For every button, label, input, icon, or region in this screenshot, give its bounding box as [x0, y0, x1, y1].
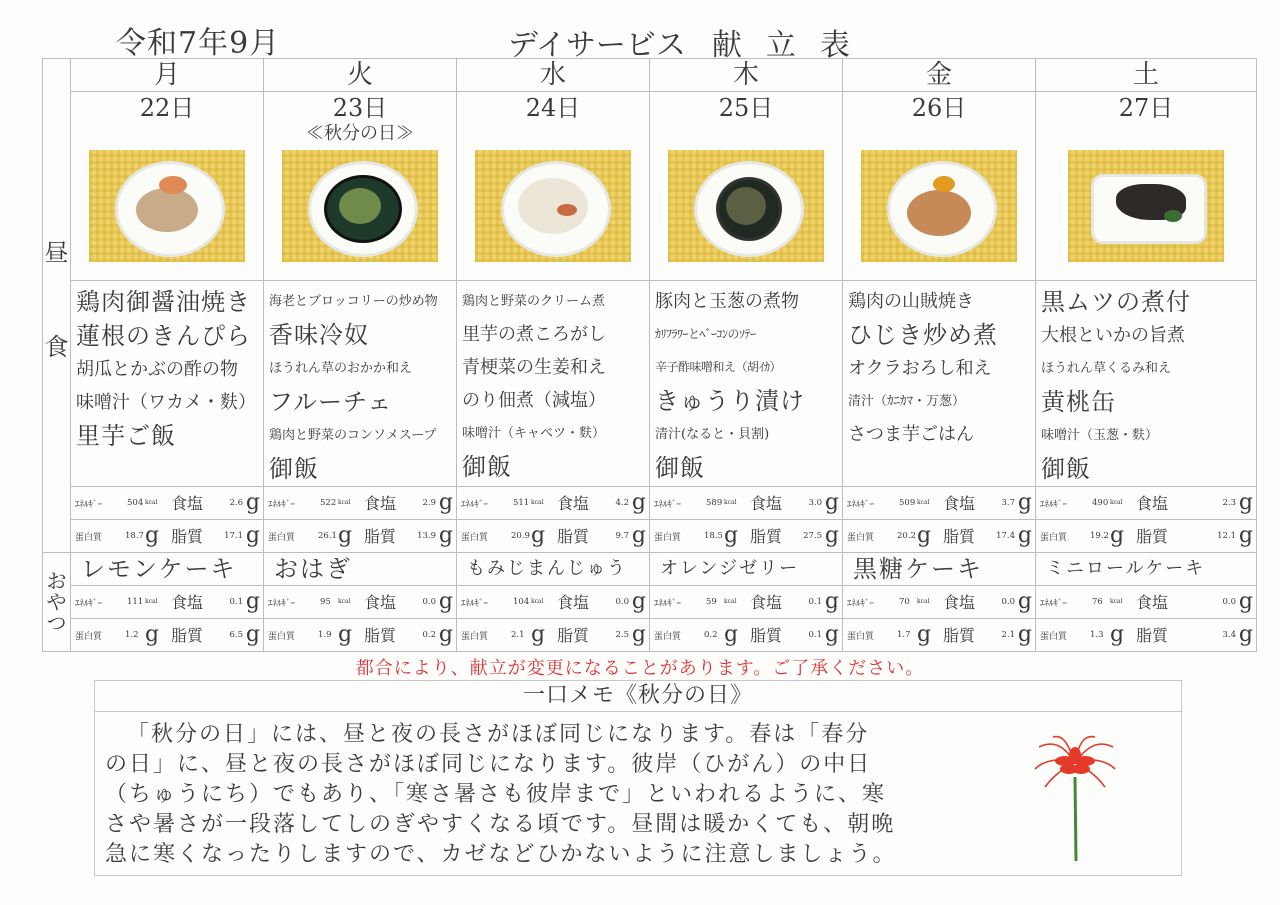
- salt-value: 0.1: [808, 597, 822, 607]
- fat-label: 脂質: [750, 626, 783, 645]
- menu-item: フルーチェ: [269, 388, 393, 416]
- menu-item: 清汁(なると・貝割): [655, 427, 770, 442]
- memo-line: （ちゅうにち）でもあり、「寒さ暑さも彼岸まで」といわれるように、寒: [105, 782, 887, 807]
- lunch-menu-cell: [843, 281, 1036, 487]
- salt-label: 食塩: [750, 593, 783, 612]
- kcal-unit: kcal: [724, 499, 737, 506]
- energy-value: 111: [127, 597, 144, 607]
- snack-name: ミニロールケーキ: [1036, 553, 1257, 586]
- dish-garnish: [557, 204, 577, 216]
- menu-item: 鶏肉の山賊焼き: [848, 291, 974, 312]
- date-label: 25日: [718, 94, 774, 122]
- protein-value: 20.2: [897, 531, 916, 541]
- fat-label: 脂質: [750, 527, 783, 546]
- protein-label: 蛋白質: [1040, 533, 1068, 543]
- kcal-unit: kcal: [531, 598, 544, 605]
- fat-unit: g: [1017, 523, 1032, 548]
- title-menu: 献立表: [711, 28, 874, 63]
- salt-unit: g: [245, 490, 260, 515]
- dish-garnish: [726, 187, 766, 225]
- menu-item: 御飯: [1041, 455, 1091, 483]
- protein-value: 2.1: [511, 630, 525, 640]
- salt-label: 食塩: [364, 593, 397, 612]
- fat-unit: g: [438, 622, 453, 647]
- title-service: デイサービス: [508, 28, 686, 63]
- lunch-photo-cell: [843, 92, 1036, 281]
- menu-item: オクラおろし和え: [848, 358, 992, 379]
- fat-unit: g: [438, 523, 453, 548]
- snack-name: もみじまんじゅう: [457, 553, 650, 586]
- fat-value: 2.5: [615, 630, 629, 640]
- snack-name: オレンジゼリー: [650, 553, 843, 586]
- day-of-week: 木: [650, 59, 843, 92]
- salt-unit: g: [1238, 490, 1253, 515]
- dish-food: [136, 188, 198, 232]
- snack-nutrition-row-2: [843, 618, 1035, 651]
- nutrition-row-2: [264, 519, 456, 552]
- fat-value: 6.5: [229, 630, 243, 640]
- fat-value: 0.1: [808, 630, 822, 640]
- menu-item: きゅうり漬け: [655, 387, 805, 415]
- salt-label: 食塩: [557, 494, 590, 513]
- nutrition-row-2: [650, 519, 842, 552]
- snack-label-2: や: [46, 589, 67, 614]
- day-of-week: 金: [843, 59, 1036, 92]
- fat-unit: g: [631, 622, 646, 647]
- energy-label: ｴﾈﾙｷﾞｰ: [75, 599, 103, 609]
- protein-label: 蛋白質: [268, 533, 296, 543]
- protein-label: 蛋白質: [847, 632, 875, 642]
- menu-item: 蓮根のきんぴら: [76, 322, 251, 350]
- snack-nutrition-row-2: [264, 618, 456, 651]
- snack-nutrition-row-1: [71, 586, 263, 618]
- fat-unit: g: [1238, 523, 1253, 548]
- protein-label: 蛋白質: [75, 632, 103, 642]
- nutrition-row-2: [71, 519, 263, 552]
- snack-name: おはぎ: [264, 553, 457, 586]
- menu-item: 黄桃缶: [1041, 388, 1116, 416]
- energy-label: ｴﾈﾙｷﾞｰ: [268, 599, 296, 609]
- kcal-unit: kcal: [338, 499, 351, 506]
- memo-box: [94, 680, 1182, 876]
- lunch-menu-cell: [71, 281, 264, 487]
- menu-item: ｶﾘﾌﾗﾜｰとﾍﾞｰｺﾝのｿﾃｰ: [655, 327, 756, 341]
- menu-item: 清汁（ｶﾆｶﾏ・万葱）: [848, 394, 966, 409]
- snack-label-1: お: [46, 568, 67, 593]
- protein-unit: g: [145, 622, 160, 647]
- lunch-menu-cell: [264, 281, 457, 487]
- energy-value: 490: [1092, 498, 1109, 508]
- snack-nutrition-cell: [843, 586, 1036, 652]
- nutrition-row-1: [457, 487, 649, 519]
- fat-unit: g: [824, 622, 839, 647]
- energy-label: ｴﾈﾙｷﾞｰ: [847, 599, 875, 609]
- dish-food: [518, 178, 588, 234]
- nutrition-row-1: [264, 487, 456, 519]
- protein-value: 20.9: [511, 531, 530, 541]
- date-label: 27日: [1118, 94, 1174, 122]
- day-of-week: 火: [264, 59, 457, 92]
- protein-value: 1.7: [897, 630, 911, 640]
- nutrition-row-2: [457, 519, 649, 552]
- energy-label: ｴﾈﾙｷﾞｰ: [461, 599, 489, 609]
- memo-line: 急に寒くなったりしますので、カゼなどひかないように注意しましょう。: [105, 842, 897, 867]
- lunch-nutrition-cell: [650, 487, 843, 553]
- fat-value: 17.1: [224, 531, 243, 541]
- fat-value: 3.4: [1222, 630, 1236, 640]
- nutrition-row-1: [71, 487, 263, 519]
- snack-nutrition-row-1: [457, 586, 649, 618]
- snack-nutrition-cell: [71, 586, 264, 652]
- salt-value: 2.9: [422, 498, 436, 508]
- energy-value: 95: [320, 597, 331, 607]
- salt-label: 食塩: [750, 494, 783, 513]
- menu-item: 里芋の煮ころがし: [462, 324, 606, 345]
- lunch-menu-cell: [1036, 281, 1257, 487]
- salt-value: 0.0: [1001, 597, 1015, 607]
- energy-value: 70: [899, 597, 910, 607]
- salt-value: 2.6: [229, 498, 243, 508]
- date-label: 26日: [911, 94, 967, 122]
- lunch-nutrition-cell: [1036, 487, 1257, 553]
- menu-item: 鶏肉と野菜のコンソメスープ: [269, 428, 437, 443]
- salt-value: 2.3: [1222, 498, 1236, 508]
- menu-item: 香味冷奴: [269, 321, 369, 349]
- salt-label: 食塩: [1136, 593, 1169, 612]
- energy-value: 59: [706, 597, 717, 607]
- protein-value: 18.5: [704, 531, 723, 541]
- fat-unit: g: [1017, 622, 1032, 647]
- fat-unit: g: [245, 523, 260, 548]
- energy-label: ｴﾈﾙｷﾞｰ: [268, 500, 296, 510]
- nutrition-row-1: [843, 487, 1035, 519]
- salt-unit: g: [1017, 490, 1032, 515]
- salt-unit: g: [1017, 589, 1032, 614]
- fat-label: 脂質: [557, 527, 590, 546]
- kcal-unit: kcal: [917, 499, 930, 506]
- dish-photo: [861, 150, 1017, 262]
- dish-photo: [668, 150, 824, 262]
- salt-value: 0.0: [1222, 597, 1236, 607]
- snack-label-3: つ: [46, 610, 67, 635]
- dish-photo: [282, 150, 438, 262]
- energy-label: ｴﾈﾙｷﾞｰ: [654, 500, 682, 510]
- fat-value: 12.1: [1217, 531, 1236, 541]
- energy-label: ｴﾈﾙｷﾞｰ: [1040, 500, 1068, 510]
- lunch-nutrition-cell: [457, 487, 650, 553]
- dish-garnish: [1164, 210, 1182, 222]
- energy-value: 509: [899, 498, 916, 508]
- protein-unit: g: [917, 622, 932, 647]
- energy-value: 76: [1092, 597, 1103, 607]
- protein-unit: g: [1110, 523, 1125, 548]
- menu-item: 豚肉と玉葱の煮物: [655, 291, 799, 312]
- memo-line: さや暑さが一段落してしのぎやすくなる頃です。昼間は暖かくても、朝晩: [105, 812, 896, 837]
- snack-side-label: [43, 553, 71, 652]
- energy-label: ｴﾈﾙｷﾞｰ: [654, 599, 682, 609]
- snack-name: レモンケーキ: [71, 553, 264, 586]
- protein-value: 26.1: [318, 531, 337, 541]
- protein-unit: g: [145, 523, 160, 548]
- fat-value: 17.4: [996, 531, 1015, 541]
- energy-label: ｴﾈﾙｷﾞｰ: [1040, 599, 1068, 609]
- fat-label: 脂質: [171, 626, 204, 645]
- snack-nutrition-cell: [650, 586, 843, 652]
- salt-value: 4.2: [615, 498, 629, 508]
- snack-nutrition-row-2: [650, 618, 842, 651]
- fat-label: 脂質: [943, 527, 976, 546]
- protein-unit: g: [724, 523, 739, 548]
- protein-value: 19.2: [1090, 531, 1109, 541]
- salt-value: 0.0: [615, 597, 629, 607]
- dish-photo: [475, 150, 631, 262]
- fat-unit: g: [824, 523, 839, 548]
- lunch-nutrition-cell: [264, 487, 457, 553]
- salt-value: 3.0: [808, 498, 822, 508]
- lunch-photo-cell: [264, 92, 457, 281]
- snack-nutrition-row-2: [457, 618, 649, 651]
- day-of-week: 土: [1036, 59, 1257, 92]
- energy-value: 104: [513, 597, 530, 607]
- menu-item: 大根といかの旨煮: [1041, 325, 1185, 346]
- menu-item: 鶏肉御醤油焼き: [76, 288, 251, 316]
- dish-photo: [89, 150, 245, 262]
- salt-value: 0.1: [229, 597, 243, 607]
- fat-label: 脂質: [943, 626, 976, 645]
- dish-garnish: [159, 176, 187, 194]
- energy-value: 589: [706, 498, 723, 508]
- salt-unit: g: [824, 589, 839, 614]
- lunch-nutrition-cell: [843, 487, 1036, 553]
- fat-value: 0.2: [422, 630, 436, 640]
- snack-nutrition-row-2: [71, 618, 263, 651]
- salt-unit: g: [824, 490, 839, 515]
- memo-line: 「秋分の日」には、昼と夜の長さがほぼ同じになります。春は「春分: [127, 722, 870, 747]
- protein-unit: g: [917, 523, 932, 548]
- protein-value: 0.2: [704, 630, 718, 640]
- date-label: 23日: [332, 94, 388, 122]
- fat-label: 脂質: [1136, 626, 1169, 645]
- menu-item: 辛子酢味噌和え（胡ｲｶ）: [655, 360, 782, 374]
- fat-label: 脂質: [364, 626, 397, 645]
- protein-value: 1.2: [125, 630, 139, 640]
- lunch-label-1: 昼: [44, 239, 69, 267]
- menu-item: 御飯: [655, 454, 705, 482]
- lunch-nutrition-cell: [71, 487, 264, 553]
- protein-label: 蛋白質: [268, 632, 296, 642]
- lunch-side-label: [43, 59, 71, 553]
- change-notice: 都合により、献立が変更になることがあります。ご了承ください。: [355, 658, 925, 679]
- salt-value: 3.7: [1001, 498, 1015, 508]
- kcal-unit: kcal: [1110, 499, 1123, 506]
- protein-unit: g: [338, 523, 353, 548]
- kcal-unit: kcal: [724, 598, 737, 605]
- protein-unit: g: [724, 622, 739, 647]
- fat-value: 2.1: [1001, 630, 1015, 640]
- snack-nutrition-row-1: [650, 586, 842, 618]
- energy-label: ｴﾈﾙｷﾞｰ: [847, 500, 875, 510]
- menu-item: 海老とブロッコリーの炒め物: [269, 294, 438, 309]
- salt-label: 食塩: [1136, 494, 1169, 513]
- lunch-photo-cell: [457, 92, 650, 281]
- kcal-unit: kcal: [145, 598, 158, 605]
- protein-value: 18.7: [125, 531, 144, 541]
- menu-item: 黒ムツの煮付: [1041, 288, 1191, 316]
- menu-item: 胡瓜とかぶの酢の物: [76, 359, 238, 380]
- fat-value: 13.9: [417, 531, 436, 541]
- snack-nutrition-cell: [457, 586, 650, 652]
- snack-nutrition-row-2: [1036, 618, 1256, 651]
- kcal-unit: kcal: [338, 598, 351, 605]
- nutrition-row-1: [1036, 487, 1256, 519]
- protein-label: 蛋白質: [461, 533, 489, 543]
- menu-table: [42, 58, 1257, 652]
- snack-nutrition-row-1: [1036, 586, 1256, 618]
- energy-value: 504: [127, 498, 144, 508]
- snack-nutrition-cell: [1036, 586, 1257, 652]
- protein-unit: g: [338, 622, 353, 647]
- protein-unit: g: [1110, 622, 1125, 647]
- fat-label: 脂質: [1136, 527, 1169, 546]
- fat-value: 9.7: [615, 531, 629, 541]
- kcal-unit: kcal: [917, 598, 930, 605]
- protein-label: 蛋白質: [1040, 632, 1068, 642]
- menu-item: ひじき炒め煮: [848, 321, 998, 349]
- salt-label: 食塩: [364, 494, 397, 513]
- protein-unit: g: [531, 622, 546, 647]
- day-of-week: 水: [457, 59, 650, 92]
- menu-item: 御飯: [462, 453, 512, 481]
- salt-label: 食塩: [943, 593, 976, 612]
- memo-body: [95, 712, 1025, 870]
- menu-item: 青梗菜の生姜和え: [462, 357, 606, 378]
- snack-name: 黒糖ケーキ: [843, 553, 1036, 586]
- menu-item: のり佃煮（減塩）: [462, 390, 606, 411]
- menu-item: 味噌汁（ワカメ・麩）: [76, 392, 256, 413]
- date-label: 24日: [525, 94, 581, 122]
- energy-label: ｴﾈﾙｷﾞｰ: [461, 500, 489, 510]
- memo-line: の日」に、昼と夜の長さがほぼ同じになります。彼岸（ひがん）の中日: [105, 752, 872, 777]
- salt-label: 食塩: [171, 593, 204, 612]
- nutrition-row-2: [843, 519, 1035, 552]
- lunch-photo-cell: [650, 92, 843, 281]
- snack-nutrition-row-1: [843, 586, 1035, 618]
- menu-item: 里芋ご飯: [76, 422, 176, 450]
- menu-item: ほうれん草のおかか和え: [269, 361, 413, 376]
- lunch-label-2: 食: [44, 333, 69, 361]
- dish-photo: [1068, 150, 1224, 262]
- fat-label: 脂質: [557, 626, 590, 645]
- protein-label: 蛋白質: [461, 632, 489, 642]
- fat-unit: g: [245, 622, 260, 647]
- menu-item: 鶏肉と野菜のクリーム煮: [462, 294, 606, 309]
- lunch-menu-cell: [457, 281, 650, 487]
- snack-nutrition-row-1: [264, 586, 456, 618]
- protein-label: 蛋白質: [847, 533, 875, 543]
- salt-value: 0.0: [422, 597, 436, 607]
- kcal-unit: kcal: [1110, 598, 1123, 605]
- salt-unit: g: [245, 589, 260, 614]
- protein-label: 蛋白質: [75, 533, 103, 543]
- menu-item: ほうれん草くるみ和え: [1041, 361, 1172, 376]
- salt-label: 食塩: [171, 494, 204, 513]
- fat-value: 27.5: [803, 531, 822, 541]
- snack-nutrition-cell: [264, 586, 457, 652]
- spider-lily-illustration: [1033, 733, 1117, 863]
- menu-item: 味噌汁（玉葱・麩）: [1041, 428, 1159, 443]
- salt-unit: g: [438, 589, 453, 614]
- dish-food: [907, 190, 971, 236]
- nutrition-row-2: [1036, 519, 1256, 552]
- era-month: 令和7年9月: [116, 26, 281, 61]
- lunch-menu-cell: [650, 281, 843, 487]
- day-of-week: 月: [71, 59, 264, 92]
- energy-label: ｴﾈﾙｷﾞｰ: [75, 500, 103, 510]
- protein-value: 1.3: [1090, 630, 1104, 640]
- protein-value: 1.9: [318, 630, 332, 640]
- lunch-photo-cell: [71, 92, 264, 281]
- kcal-unit: kcal: [531, 499, 544, 506]
- dish-garnish: [339, 188, 381, 224]
- protein-label: 蛋白質: [654, 533, 682, 543]
- salt-unit: g: [1238, 589, 1253, 614]
- salt-unit: g: [631, 589, 646, 614]
- salt-unit: g: [438, 490, 453, 515]
- memo-title: 一口メモ《秋分の日》: [95, 681, 1181, 712]
- salt-label: 食塩: [557, 593, 590, 612]
- fat-label: 脂質: [171, 527, 204, 546]
- lunch-photo-cell: [1036, 92, 1257, 281]
- protein-label: 蛋白質: [654, 632, 682, 642]
- kcal-unit: kcal: [145, 499, 158, 506]
- nutrition-row-1: [650, 487, 842, 519]
- date-label: 22日: [139, 94, 195, 122]
- salt-unit: g: [631, 490, 646, 515]
- menu-item: さつま芋ごはん: [848, 424, 974, 445]
- salt-label: 食塩: [943, 494, 976, 513]
- holiday-note: ≪秋分の日≫: [306, 123, 414, 144]
- protein-unit: g: [531, 523, 546, 548]
- energy-value: 522: [320, 498, 337, 508]
- fat-label: 脂質: [364, 527, 397, 546]
- menu-item: 味噌汁（キャベツ・麩）: [462, 426, 606, 441]
- menu-item: 御飯: [269, 455, 319, 483]
- energy-value: 511: [513, 498, 530, 508]
- fat-unit: g: [631, 523, 646, 548]
- fat-unit: g: [1238, 622, 1253, 647]
- dish-garnish: [933, 176, 955, 192]
